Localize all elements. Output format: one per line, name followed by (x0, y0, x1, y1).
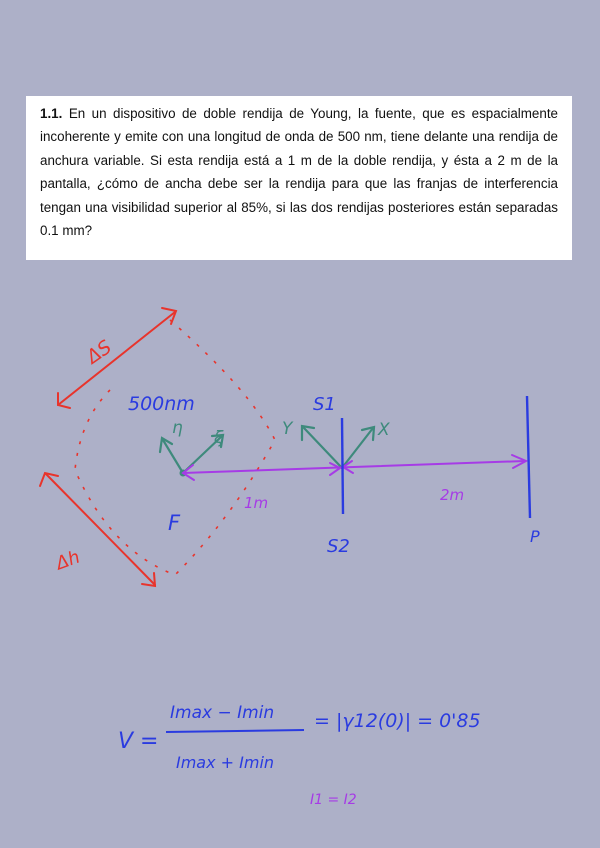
formula-rhs: = |γ12(0)| = 0'85 (314, 710, 481, 732)
slit-axes (302, 426, 374, 468)
formula-numerator: Imax − Imin (170, 703, 275, 723)
screen-line (527, 396, 530, 518)
y-label: Y (282, 419, 293, 439)
eta-label: η (172, 418, 183, 438)
formula-denominator: Imax + Imin (176, 753, 275, 772)
problem-text: En un dispositivo de doble rendija de Young, la fuente, que es espacialmente incoherente y emite con una longitud de onda de 500 nm, tiene delante una rendija de anchura variable. Si esta rendija está a 1 m de la doble rendija, y ésta a 2 m de la pantalla, ¿cómo de ancha debe ser la rendija para que las franjas de interferencia tengan una visibilidad superior al 85%, si las dos rendijas posteriores están separadas 0.1 mm? (40, 106, 558, 239)
wavelength-label: 500nm (128, 393, 195, 415)
fraction-bar (166, 730, 304, 732)
distance-1m-label: 1m (244, 494, 269, 512)
s1-label: S1 (313, 394, 336, 415)
xi-label: ξ (214, 428, 224, 448)
distance-2m-label: 2m (440, 486, 465, 504)
delta-h-arrow (40, 473, 155, 586)
intensity-equality-note: I1 = I2 (310, 792, 357, 808)
delta-s-label: ΔS (82, 335, 116, 369)
problem-number: 1.1. (40, 106, 63, 121)
source-f-label: F (168, 511, 181, 535)
double-slit-line (342, 418, 343, 514)
visibility-symbol: V = (118, 729, 159, 754)
s2-label: S2 (327, 536, 350, 557)
optical-axis (183, 455, 526, 480)
delta-h-label: Δh (53, 546, 83, 575)
screen-p-label: P (530, 527, 540, 546)
x-label: X (378, 420, 390, 440)
